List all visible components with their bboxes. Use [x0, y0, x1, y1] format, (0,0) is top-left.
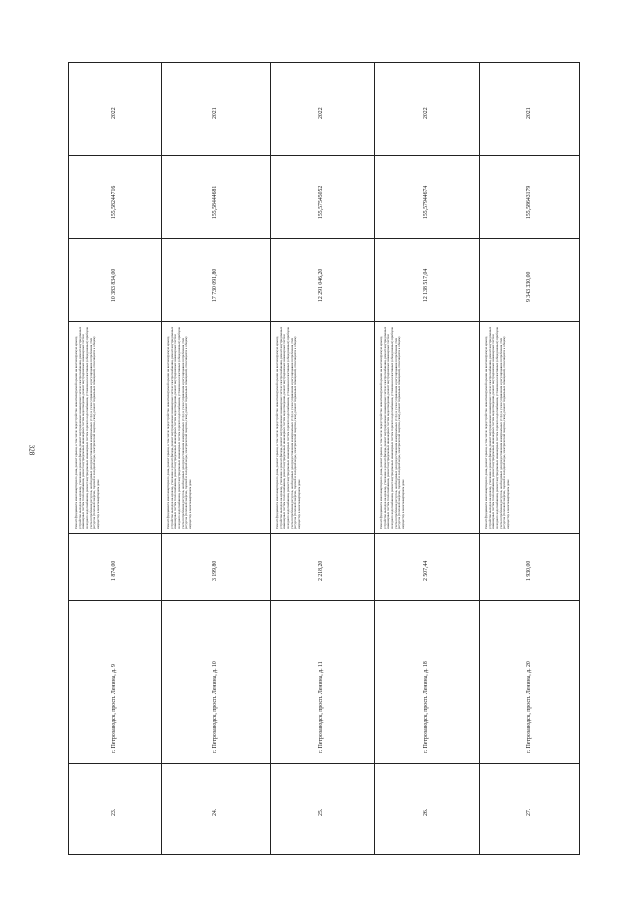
- unit-cost-cell: 155,58444681: [211, 185, 218, 219]
- column-divider: [374, 63, 375, 854]
- total-cost-cell: 10 383 834,00: [111, 268, 117, 302]
- unit-cost-cell: 155,57545052: [318, 185, 324, 219]
- row-divider: [69, 600, 579, 601]
- year-cell: 2022: [318, 107, 324, 119]
- row-divider: [69, 321, 579, 322]
- column-divider: [161, 63, 162, 854]
- row-divider: [69, 238, 579, 239]
- year-cell: 2022: [111, 107, 117, 119]
- address-cell: г. Петрозаводск, просп. Ленина, д. 20: [526, 661, 532, 753]
- total-cost-cell: 17 730 091,80: [211, 268, 218, 302]
- works-description-cell: Ремонт фундамента многоквартирного дома, ремонт крыши, в том числе переустройство невентилируемой крыши на вентилируемую крышу, устройство выходов на кровлю, утепление и ремонт фасада, ремонт внутридомовых инженерных систем электроснабжения, ремонт внутридомовых инженерных систем теплоснабжения, ремонт внутридомовых инженерных систем водоотведения, ремонт внутридомовых инженерных систем холодного водоснабжения, ремонт внутридомовых инженерных систем горячего водоснабжения, установка коллективных (общедомовых) приборов учета потребления ресурсов, необходимых для предоставления коммунальных услуг, и узлов управления и регулирования потребления этих ресурсов (тепловой энергии, горячей и холодной воды, электрической энергии, газа), ремонт подвальных помещений, относящихся к общему имуществу в многоквартирном доме: [484, 326, 511, 529]
- area-cell: 1 930,00: [526, 560, 532, 581]
- unit-cost-cell: 155,58643179: [526, 185, 532, 219]
- works-description-cell: Ремонт фундамента многоквартирного дома, ремонт крыши, в том числе переустройство невентилируемой крыши на вентилируемую крышу, устройство выходов на кровлю, утепление и ремонт фасада, ремонт внутридомовых инженерных систем электроснабжения, ремонт внутридомовых инженерных систем теплоснабжения, ремонт внутридомовых инженерных систем водоотведения, ремонт внутридомовых инженерных систем холодного водоснабжения, ремонт внутридомовых инженерных систем горячего водоснабжения, установка коллективных (общедомовых) приборов учета потребления ресурсов, необходимых для предоставления коммунальных услуг, и узлов управления и регулирования потребления этих ресурсов (тепловой энергии, горячей и холодной воды, электрической энергии, газа), ремонт подвальных помещений, относящихся к общему имуществу в многоквартирном доме: [379, 326, 406, 529]
- works-description-cell: Ремонт фундамента многоквартирного дома, ремонт крыши, в том числе переустройство невентилируемой крыши на вентилируемую крышу, устройство выходов на кровлю, утепление и ремонт фасада, ремонт внутридомовых инженерных систем электроснабжения, ремонт внутридомовых инженерных систем теплоснабжения, ремонт внутридомовых инженерных систем водоотведения, ремонт внутридомовых инженерных систем холодного водоснабжения, ремонт внутридомовых инженерных систем горячего водоснабжения, установка коллективных (общедомовых) приборов учета потребления ресурсов, необходимых для предоставления коммунальных услуг, и узлов управления и регулирования потребления этих ресурсов (тепловой энергии, горячей и холодной воды, электрической энергии, газа), ремонт подвальных помещений, относящихся к общему имуществу в многоквартирном доме: [166, 326, 193, 529]
- row-divider: [69, 763, 579, 764]
- year-cell: 2021: [211, 107, 218, 119]
- column-divider: [479, 63, 480, 854]
- row-number-cell: 25.: [318, 808, 324, 816]
- area-cell: 3 199,80: [211, 560, 218, 581]
- area-cell: 1 874,00: [111, 560, 117, 581]
- row-number-cell: 24.: [211, 808, 218, 816]
- area-cell: 2 507,44: [422, 560, 429, 581]
- capital-repair-table: [68, 62, 580, 855]
- row-number-cell: 23.: [111, 808, 117, 816]
- page-number: 328: [27, 444, 36, 456]
- address-cell: г. Петрозаводск, просп. Ленина, д. 9: [111, 664, 117, 753]
- works-description-cell: Ремонт фундамента многоквартирного дома, ремонт крыши, в том числе переустройство невентилируемой крыши на вентилируемую крышу, устройство выходов на кровлю, утепление и ремонт фасада, ремонт внутридомовых инженерных систем электроснабжения, ремонт внутридомовых инженерных систем теплоснабжения, ремонт внутридомовых инженерных систем водоотведения, ремонт внутридомовых инженерных систем холодного водоснабжения, ремонт внутридомовых инженерных систем горячего водоснабжения, установка коллективных (общедомовых) приборов учета потребления ресурсов, необходимых для предоставления коммунальных услуг, и узлов управления и регулирования потребления этих ресурсов (тепловой энергии, горячей и холодной воды, электрической энергии, газа), ремонт подвальных помещений, относящихся к общему имуществу в многоквартирном доме: [275, 326, 302, 529]
- row-number-cell: 27.: [526, 808, 532, 816]
- row-divider: [69, 533, 579, 534]
- total-cost-cell: 12 138 517,04: [422, 268, 429, 302]
- address-cell: г. Петрозаводск, просп. Ленина, д. 11: [318, 661, 324, 753]
- row-number-cell: 26.: [422, 808, 429, 816]
- address-cell: г. Петрозаводск, просп. Ленина, д. 18: [422, 661, 429, 753]
- area-cell: 2 218,20: [318, 560, 324, 581]
- unit-cost-cell: 155,58244716: [111, 185, 117, 219]
- unit-cost-cell: 155,57944674: [422, 185, 429, 219]
- year-cell: 2021: [526, 107, 532, 119]
- total-cost-cell: 9 343 330,00: [526, 271, 532, 302]
- address-cell: г. Петрозаводск, просп. Ленина, д. 10: [211, 661, 218, 753]
- column-divider: [270, 63, 271, 854]
- total-cost-cell: 12 291 046,20: [318, 268, 324, 302]
- year-cell: 2022: [422, 107, 429, 119]
- works-description-cell: Ремонт фундамента многоквартирного дома, ремонт крыши, в том числе переустройство невентилируемой крыши на вентилируемую крышу, устройство выходов на кровлю, утепление и ремонт фасада, ремонт внутридомовых инженерных систем электроснабжения, ремонт внутридомовых инженерных систем теплоснабжения, ремонт внутридомовых инженерных систем водоотведения, ремонт внутридомовых инженерных систем холодного водоснабжения, ремонт внутридомовых инженерных систем горячего водоснабжения, установка коллективных (общедомовых) приборов учета потребления ресурсов, необходимых для предоставления коммунальных услуг, и узлов управления и регулирования потребления этих ресурсов (тепловой энергии, горячей и холодной воды, электрической энергии, газа), ремонт подвальных помещений, относящихся к общему имуществу в многоквартирном доме: [74, 326, 101, 529]
- row-divider: [69, 155, 579, 156]
